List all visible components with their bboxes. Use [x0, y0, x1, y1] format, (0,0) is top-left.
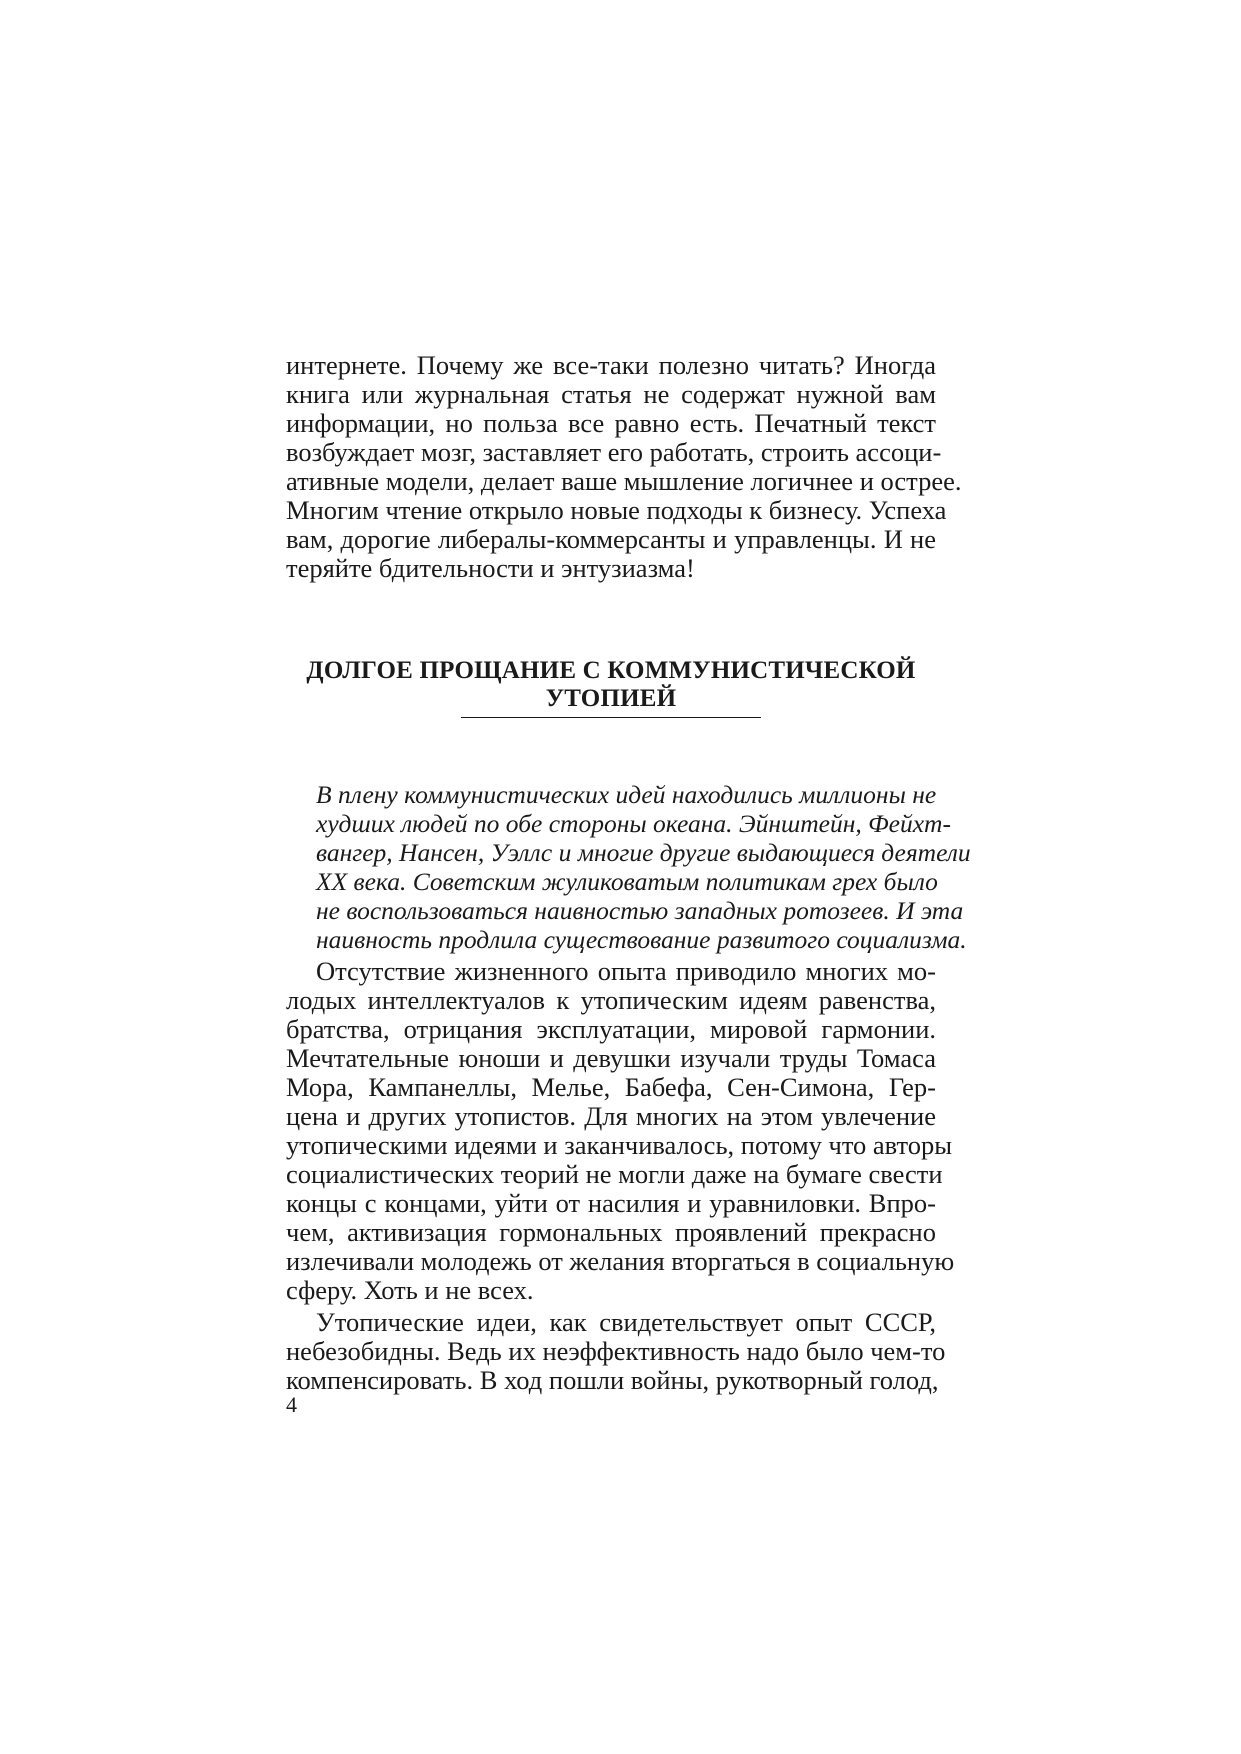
text-line: информации, но польза все равно есть. Печатный текст: [286, 408, 936, 438]
page-number: 4: [286, 1392, 297, 1417]
text-line: вам, дорогие либералы-коммерсанты и управленцы. И не: [286, 524, 936, 554]
epigraph-line: В плену коммунистических идей находились миллионы не: [316, 780, 937, 809]
text-line: Утопические идеи, как свидетельствует опыт СССР,: [316, 1307, 936, 1337]
chapter-heading: [286, 657, 936, 713]
continuation-paragraph: [286, 350, 962, 583]
epigraph-line: не воспользоваться наивностью западных ротозеев. И эта: [316, 896, 964, 925]
text-line: чем, активизация гормональных проявлений прекрасно: [286, 1217, 936, 1247]
text-line: излечивали молодежь от желания вторгаться в социальную: [286, 1246, 955, 1276]
epigraph-line: вангер, Нансен, Уэллс и многие другие выдающиеся деятели: [316, 838, 971, 867]
text-line: Мечтательные юноши и девушки изучали труды Томаса: [286, 1043, 936, 1073]
paragraph: [286, 1307, 946, 1395]
epigraph-line: худших людей по обе стороны океана. Эйнштейн, Фейхт-: [316, 809, 951, 838]
text-line: Отсутствие жизненного опыта приводило многих мо-: [316, 956, 936, 986]
text-line: книга или журнальная статья не содержат нужной вам: [286, 379, 936, 409]
text-line: сферу. Хоть и не всех.: [286, 1275, 534, 1305]
text-line: ативные модели, делает ваше мышление логичнее и острее.: [286, 466, 962, 496]
text-line: интернете. Почему же все-таки полезно читать? Иногда: [286, 350, 936, 380]
text-line: теряйте бдительности и энтузиазма!: [286, 553, 695, 583]
text-line: возбуждает мозг, заставляет его работать, строить ассоци-: [286, 437, 942, 467]
paragraph: [286, 956, 955, 1305]
epigraph: [316, 780, 971, 954]
epigraph-line: наивность продлила существование развитого социализма.: [316, 925, 967, 954]
text-line: небезобидны. Ведь их неэффективность надо было чем-то: [286, 1336, 946, 1366]
text-line: цена и других утопистов. Для многих на этом увлечение: [286, 1101, 936, 1131]
text-line: Многим чтение открыло новые подходы к бизнесу. Успеха: [286, 495, 947, 525]
text-line: концы с концами, уйти от насилия и уравниловки. Впро-: [286, 1188, 936, 1218]
text-line: лодых интеллектуалов к утопическим идеям равенства,: [286, 985, 936, 1015]
text-line: компенсировать. В ход пошли войны, рукотворный голод,: [286, 1365, 939, 1395]
text-line: братства, отрицания эксплуатации, мировой гармонии.: [286, 1014, 936, 1044]
chapter-heading-line: ДОЛГОЕ ПРОЩАНИЕ С КОММУНИСТИЧЕСКОЙ: [306, 657, 916, 684]
text-line: социалистических теорий не могли даже на бумаге свести: [286, 1159, 943, 1189]
epigraph-line: XX века. Советским жуликоватым политикам грех было: [316, 867, 938, 896]
chapter-heading-line: УТОПИЕЙ: [545, 685, 677, 712]
heading-underline: [461, 717, 761, 718]
text-line: утопическими идеями и заканчивалось, потому что авторы: [286, 1130, 953, 1160]
text-line: Мора, Кампанеллы, Мелье, Бабефа, Сен-Симона, Гер-: [286, 1072, 936, 1102]
